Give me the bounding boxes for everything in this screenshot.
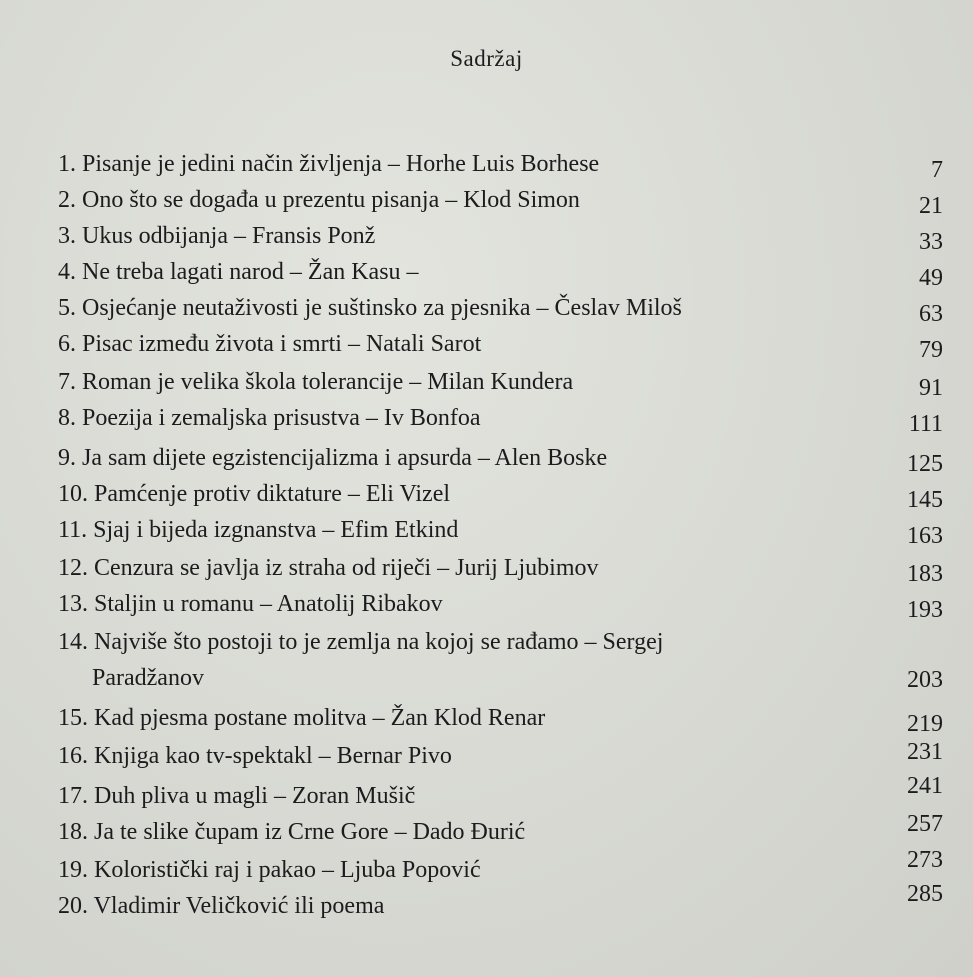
entry-title: 10. Pamćenje protiv diktature – Eli Vizel — [58, 481, 451, 507]
entry-page-number: 125 — [907, 451, 943, 477]
toc-entry — [58, 326, 943, 362]
entry-page-number: 49 — [919, 265, 943, 291]
entry-page-number: 111 — [908, 411, 943, 437]
entry-title: 5. Osjećanje neutaživosti je suštinsko za pjesnika – Česlav Miloš — [58, 295, 682, 321]
entry-title: 15. Kad pjesma postane molitva – Žan Klod Renar — [58, 705, 546, 731]
entry-page-number: 33 — [919, 229, 943, 255]
entry-title: 6. Pisac između života i smrti – Natali Sarot — [58, 331, 482, 357]
entry-page-number: 63 — [919, 301, 943, 327]
entry-title: 17. Duh pliva u magli – Zoran Mušič — [58, 783, 416, 809]
entry-title: 7. Roman je velika škola tolerancije – Milan Kundera — [58, 369, 574, 395]
toc-entry — [58, 881, 943, 924]
entry-page-number: 91 — [919, 375, 943, 401]
entry-title: 1. Pisanje je jedini način življenja – Horhe Luis Borhese — [58, 151, 600, 177]
entry-title-continuation: Paradžanov — [92, 665, 204, 691]
entry-page-number: 183 — [907, 561, 943, 587]
entry-title: 9. Ja sam dijete egzistencijalizma i apsurda – Alen Boske — [58, 445, 608, 471]
entry-title: 11. Sjaj i bijeda izgnanstva – Efim Etkind — [58, 517, 459, 543]
entry-title: 8. Poezija i zemaljska prisustva – Iv Bonfoa — [58, 405, 481, 431]
entry-title: 4. Ne treba lagati narod – Žan Kasu – — [58, 259, 419, 285]
entry-page-number: 193 — [907, 597, 943, 623]
entry-page-number: 79 — [919, 337, 943, 363]
entry-page-number: 273 — [907, 847, 943, 873]
entry-page-number: 163 — [907, 523, 943, 549]
toc-entry — [58, 364, 943, 400]
toc-entry — [58, 700, 943, 736]
toc-entry — [58, 290, 943, 326]
toc-entry — [58, 586, 943, 622]
entry-title: 16. Knjiga kao tv-spektakl – Bernar Pivo — [58, 743, 452, 769]
entry-title: 20. Vladimir Veličković ili poema — [58, 893, 385, 919]
entry-page-number: 241 — [907, 773, 943, 799]
toc-entry — [58, 512, 943, 548]
toc-entry — [58, 550, 943, 586]
entry-title: 18. Ja te slike čupam iz Crne Gore – Dado Đurić — [58, 819, 526, 845]
entry-title: 19. Koloristički raj i pakao – Ljuba Popović — [58, 857, 481, 883]
entry-title: 13. Staljin u romanu – Anatolij Ribakov — [58, 591, 443, 617]
entry-page-number: 7 — [931, 157, 943, 183]
toc-entry — [58, 476, 943, 512]
toc-entry — [58, 182, 943, 218]
toc-entry — [58, 440, 943, 476]
entry-title: 2. Ono što se događa u prezentu pisanja – Klod Simon — [58, 187, 580, 213]
entry-page-number: 219 — [907, 711, 943, 737]
entry-page-number: 145 — [907, 487, 943, 513]
entry-title: 14. Najviše što postoji to je zemlja na kojoj se rađamo – Sergej — [58, 629, 664, 655]
toc-entry — [58, 624, 943, 696]
toc-entry — [58, 738, 943, 774]
toc-entry — [58, 400, 943, 436]
toc-entry — [58, 811, 943, 850]
toc-entry — [58, 773, 943, 814]
page-title: Sadržaj — [450, 46, 523, 71]
entry-page-number: 257 — [907, 811, 943, 837]
entry-page-number: 231 — [907, 739, 943, 765]
toc-entry — [58, 146, 943, 182]
entry-title: 12. Cenzura se javlja iz straha od riječi – Jurij Ljubimov — [58, 555, 599, 581]
entry-page-number: 21 — [919, 193, 943, 219]
toc-entry — [58, 847, 943, 888]
entry-page-number: 285 — [907, 881, 943, 907]
toc-entry — [58, 254, 943, 290]
entry-title: 3. Ukus odbijanja – Fransis Ponž — [58, 223, 376, 249]
toc-entry — [58, 218, 943, 254]
entry-page-number: 203 — [907, 667, 943, 693]
